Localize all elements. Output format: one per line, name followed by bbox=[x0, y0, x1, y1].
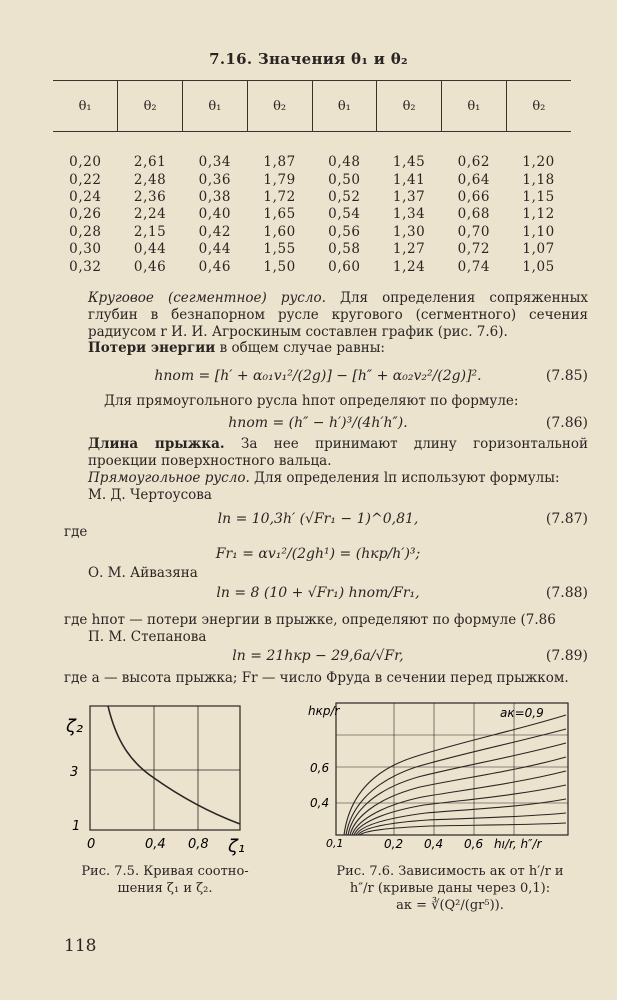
figure-7-5 bbox=[58, 700, 258, 860]
table-header-cell: θ₂ bbox=[377, 81, 442, 132]
caption-line: Рис. 7.6. Зависимость aк от h′/r и bbox=[336, 864, 564, 879]
table-row bbox=[53, 189, 571, 206]
table-header-cell: θ₁ bbox=[53, 81, 118, 132]
fig75-x-tick: 0,8 bbox=[188, 837, 209, 852]
table-header-cell: θ₁ bbox=[312, 81, 377, 132]
paragraph-definitions: где a — высота прыжка; Fr — число Фруда в сечении перед прыжком. bbox=[64, 670, 569, 686]
table-cell: 1,10 bbox=[522, 223, 555, 240]
table-cell: 2,48 bbox=[133, 171, 167, 188]
paragraph-circular-channel bbox=[88, 290, 588, 341]
table-row bbox=[53, 224, 571, 241]
table-cell: 1,79 bbox=[263, 171, 296, 188]
table-cell: 2,15 bbox=[133, 223, 167, 240]
table-cell: 1,24 bbox=[392, 258, 426, 275]
fig75-curve bbox=[108, 706, 240, 824]
equation-formula: Fr₁ = αv₁²/(2gh¹) = (hкр/h′)³; bbox=[215, 546, 421, 562]
table-cell: 0,26 bbox=[69, 206, 102, 223]
table-cell: 1,15 bbox=[522, 188, 555, 205]
table-cell: 1,27 bbox=[392, 241, 426, 258]
fig75-frame bbox=[90, 706, 240, 830]
fig76-x-tick: 0,4 bbox=[424, 837, 444, 851]
table-cell: 1,07 bbox=[522, 241, 555, 258]
fig76-y-tick: 0,4 bbox=[310, 796, 330, 810]
table-cell: 1,37 bbox=[392, 188, 426, 205]
equation-formula: hпот = (h″ − h′)³/(4h′h″). bbox=[228, 415, 408, 431]
author-stepanov: П. М. Степанова bbox=[88, 629, 207, 645]
table-cell: 0,48 bbox=[328, 154, 361, 171]
table-cell: 0,34 bbox=[198, 154, 232, 171]
table-cell: 0,72 bbox=[457, 241, 491, 258]
table-title: 7.16. Значения θ₁ и θ₂ bbox=[209, 50, 408, 68]
fig76-curve bbox=[350, 757, 566, 835]
fig75-x-tick: 0 bbox=[87, 837, 96, 852]
table-cell: 2,61 bbox=[133, 154, 167, 171]
table-cell: 0,68 bbox=[457, 206, 491, 223]
author-chertousov: М. Д. Чертоусова bbox=[88, 487, 212, 503]
paragraph-rect-formulas bbox=[88, 470, 588, 487]
table-header-row bbox=[53, 81, 571, 132]
table-cell: 0,44 bbox=[198, 241, 232, 258]
fig75-y-label: ζ₂ bbox=[66, 716, 84, 737]
table-cell: 1,30 bbox=[392, 223, 426, 240]
fig76-x-label: hı/r, h″/r bbox=[494, 837, 542, 851]
table-cell: 1,20 bbox=[522, 154, 555, 171]
caption-line: aк = ∛(Q²/(gr⁵)). bbox=[396, 898, 504, 913]
fig76-x-tick: 0,2 bbox=[384, 837, 404, 851]
table-cell: 0,52 bbox=[328, 188, 361, 205]
table-cell: 1,65 bbox=[263, 206, 296, 223]
table-cell: 1,05 bbox=[522, 258, 555, 275]
paragraph-text: Для определения lп используют формулы: bbox=[249, 470, 560, 486]
table-cell: 1,87 bbox=[263, 154, 296, 171]
table-row bbox=[53, 206, 571, 223]
table-cell: 0,24 bbox=[69, 188, 102, 205]
equation-formula: hпот = [h′ + α₀₁v₁²/(2g)] − [h″ + α₀₂v₂²/(2g)]². bbox=[154, 368, 482, 384]
table-header-cell: θ₁ bbox=[442, 81, 507, 132]
table-cell: 1,41 bbox=[392, 171, 426, 188]
equation-number: (7.85) bbox=[545, 368, 588, 384]
equation-number: (7.86) bbox=[545, 415, 588, 431]
table-cell: 1,45 bbox=[392, 154, 426, 171]
table-row bbox=[53, 241, 571, 258]
table-cell: 2,24 bbox=[133, 206, 167, 223]
table-cell: 0,28 bbox=[69, 223, 102, 240]
table-cell: 1,72 bbox=[263, 188, 296, 205]
table-cell: 1,50 bbox=[263, 258, 296, 275]
paragraph-energy-loss bbox=[88, 340, 588, 357]
paragraph-text: в общем случае равны: bbox=[215, 340, 385, 356]
equation-number: (7.87) bbox=[545, 511, 588, 527]
paragraph-text: Для определения сопряженных глубин в безнапорном русле кругового (сегментного) сечения радиусом r И. И. Агроскиным составлен график (рис. 7.6). bbox=[88, 290, 588, 340]
table-cell: 0,46 bbox=[133, 258, 167, 275]
equation-formula: lп = 10,3h′ (√Fr₁ − 1)^0,81, bbox=[217, 511, 419, 527]
fig76-y-tick: 0,1 bbox=[326, 837, 344, 850]
table-cell: 0,70 bbox=[457, 223, 491, 240]
table-cell: 0,66 bbox=[457, 188, 491, 205]
table-cell: 1,55 bbox=[263, 241, 296, 258]
paragraph-rect-channel: Для прямоугольного русла hпот определяют по формуле: bbox=[104, 393, 519, 409]
table-row bbox=[53, 132, 571, 172]
table-row bbox=[53, 258, 571, 275]
fig75-y-tick: 1 bbox=[72, 819, 81, 834]
table-body bbox=[53, 132, 571, 276]
table-cell: 0,30 bbox=[69, 241, 102, 258]
table-cell: 0,58 bbox=[328, 241, 361, 258]
table-cell: 0,44 bbox=[133, 241, 167, 258]
fig75-x-tick: 0,4 bbox=[145, 837, 166, 852]
caption-line: h″/r (кривые даны через 0,1): bbox=[349, 881, 551, 896]
table-cell: 1,60 bbox=[263, 223, 296, 240]
fig75-y-tick: 3 bbox=[70, 765, 79, 780]
table-header-cell: θ₁ bbox=[183, 81, 248, 132]
equation-formula: lп = 8 (10 + √Fr₁) hпот/Fr₁, bbox=[216, 585, 420, 601]
table-cell: 0,54 bbox=[328, 206, 361, 223]
caption-line: шения ζ₁ и ζ₂. bbox=[117, 881, 213, 896]
table-cell: 0,32 bbox=[69, 258, 102, 275]
table-cell: 0,42 bbox=[198, 223, 232, 240]
equation-number: (7.88) bbox=[545, 585, 588, 601]
table-cell: 0,40 bbox=[198, 206, 232, 223]
table-cell: 1,12 bbox=[522, 206, 555, 223]
fig75-x-label: ζ₁ bbox=[228, 836, 246, 857]
table-cell: 0,46 bbox=[198, 258, 232, 275]
table-header-cell: θ₂ bbox=[247, 81, 312, 132]
table-cell: 1,18 bbox=[522, 171, 555, 188]
values-table bbox=[53, 80, 571, 276]
italic-heading: Круговое (сегментное) русло. bbox=[88, 290, 326, 306]
equation-formula: lп = 21hкр − 29,6a/√Fr, bbox=[232, 648, 404, 664]
figure-7-6 bbox=[304, 695, 594, 855]
fig76-caption bbox=[300, 863, 600, 914]
fig76-curve bbox=[356, 799, 566, 835]
table-cell: 0,20 bbox=[69, 154, 102, 171]
table-cell: 0,60 bbox=[328, 258, 361, 275]
fig76-curve-label: aк=0,9 bbox=[500, 706, 544, 720]
table-cell: 0,62 bbox=[457, 154, 491, 171]
table-header-cell: θ₂ bbox=[506, 81, 571, 132]
equation-number: (7.89) bbox=[545, 648, 588, 664]
page-number: 118 bbox=[64, 936, 97, 956]
fig75-caption bbox=[60, 863, 270, 897]
where-label: где bbox=[64, 524, 88, 540]
table-cell: 0,36 bbox=[198, 171, 232, 188]
table-cell: 2,36 bbox=[133, 188, 167, 205]
table-row bbox=[53, 171, 571, 188]
table-cell: 0,38 bbox=[198, 188, 232, 205]
fig76-curve bbox=[360, 823, 566, 835]
italic-heading: Прямоугольное русло. bbox=[88, 470, 250, 486]
fig76-y-tick: 0,6 bbox=[310, 761, 330, 775]
fig76-x-tick: 0,6 bbox=[464, 837, 484, 851]
paragraph-text: За нее принимают длину горизонтальной проекции поверхностного вальца. bbox=[88, 436, 588, 469]
table-cell: 0,22 bbox=[69, 171, 102, 188]
caption-line: Рис. 7.5. Кривая соотно- bbox=[81, 864, 249, 879]
table-cell: 0,74 bbox=[457, 258, 491, 275]
table-cell: 0,56 bbox=[328, 223, 361, 240]
table-cell: 0,64 bbox=[457, 171, 491, 188]
table-header-cell: θ₂ bbox=[118, 81, 183, 132]
author-aivazyan: О. М. Айвазяна bbox=[88, 565, 198, 581]
paragraph-energy-loss-def: где hпот — потери энергии в прыжке, определяют по формуле (7.86 bbox=[64, 612, 556, 628]
bold-heading: Потери энергии bbox=[88, 340, 216, 356]
table-cell: 0,50 bbox=[328, 171, 361, 188]
bold-heading: Длина прыжка. bbox=[88, 436, 225, 452]
table-cell: 1,34 bbox=[392, 206, 426, 223]
paragraph-jump-length bbox=[88, 436, 588, 470]
fig76-y-label: hкр/r bbox=[308, 704, 340, 718]
